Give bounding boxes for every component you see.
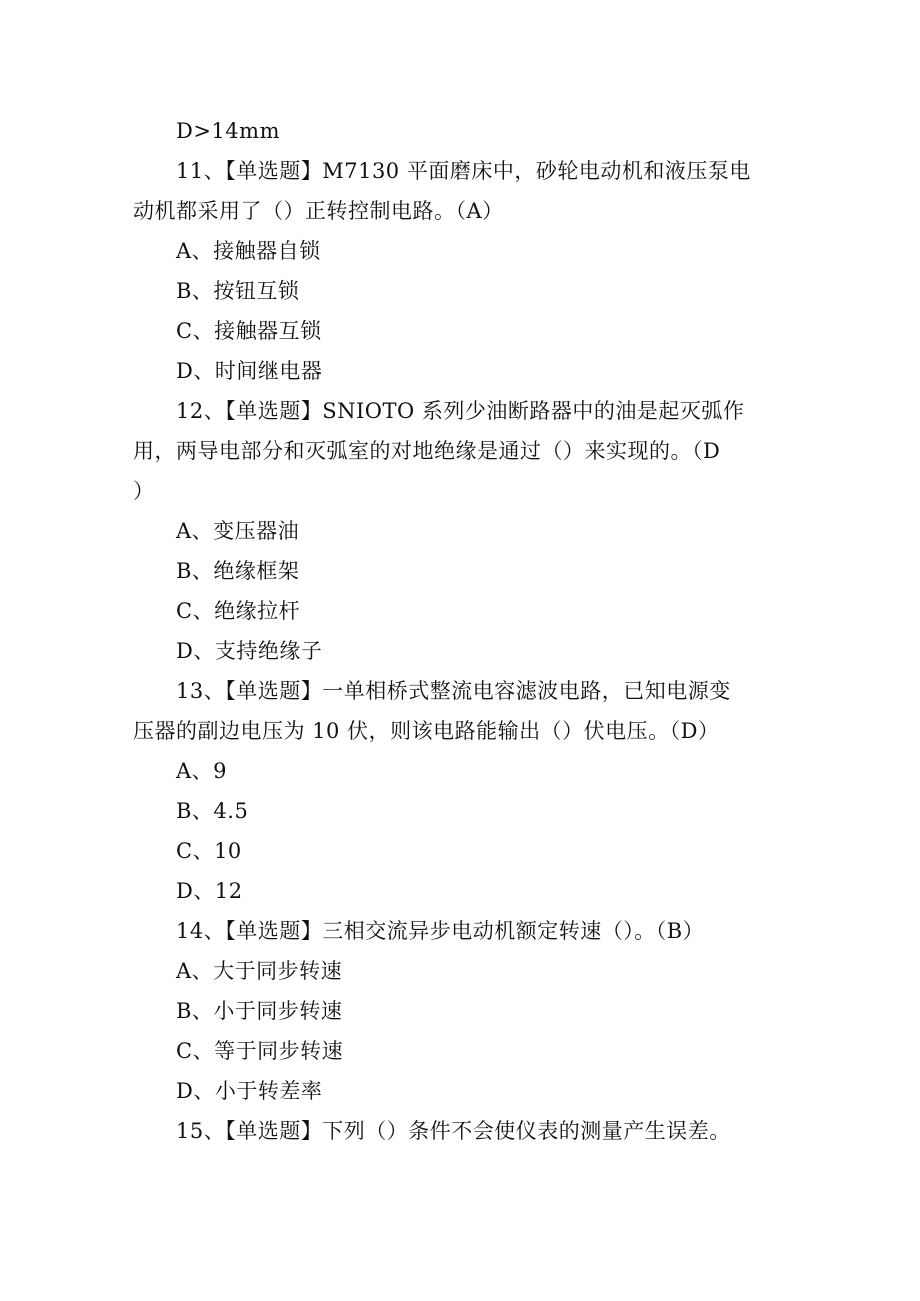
option-c: C、绝缘拉杆 [176,599,301,623]
option-b: B、小于同步转速 [176,999,343,1023]
question-stem-line: 12、【单选题】SNIOTO 系列少油断路器中的油是起灭弧作 [176,399,745,423]
option-d: D、小于转差率 [176,1079,323,1103]
option-d: D、12 [176,879,243,903]
option-b: B、4.5 [176,799,249,823]
question-stem-line: 用，两导电部分和灭弧室的对地绝缘是通过（）来实现的。（D [133,439,721,463]
option-b: B、按钮互锁 [176,279,300,303]
question-stem-line: 13、【单选题】一单相桥式整流电容滤波电路，已知电源变 [176,679,731,703]
option-c: C、10 [176,839,242,863]
option-d: D、时间继电器 [176,359,323,383]
option-b: B、绝缘框架 [176,559,300,583]
option-d: D、支持绝缘子 [176,639,323,663]
question-stem-line: 15、【单选题】下列（）条件不会使仪表的测量产生误差。 [176,1119,731,1143]
question-13 [133,671,783,911]
option-a: A、变压器油 [176,519,300,543]
question-11 [133,151,783,391]
document-body [133,111,783,1151]
option-c: C、等于同步转速 [176,1039,344,1063]
option-c: C、接触器互锁 [176,319,322,343]
question-stem-line: 14、【单选题】三相交流异步电动机额定转速（）。（B） [176,919,705,943]
question-stem-line: ） [133,479,155,503]
question-stem-line: 11、【单选题】M7130 平面磨床中，砂轮电动机和液压泵电 [176,159,751,183]
option-a: A、9 [176,759,228,783]
question-14 [133,911,783,1111]
question-stem-line: 压器的副边电压为 10 伏，则该电路能输出（）伏电压。（D） [133,719,720,743]
question-15 [133,1111,783,1151]
option-d-previous: D>14mm [176,119,280,143]
question-12 [133,391,783,671]
option-a: A、大于同步转速 [176,959,343,983]
question-stem-line: 动机都采用了（）正转控制电路。（A） [133,199,504,223]
option-a: A、接触器自锁 [176,239,321,263]
